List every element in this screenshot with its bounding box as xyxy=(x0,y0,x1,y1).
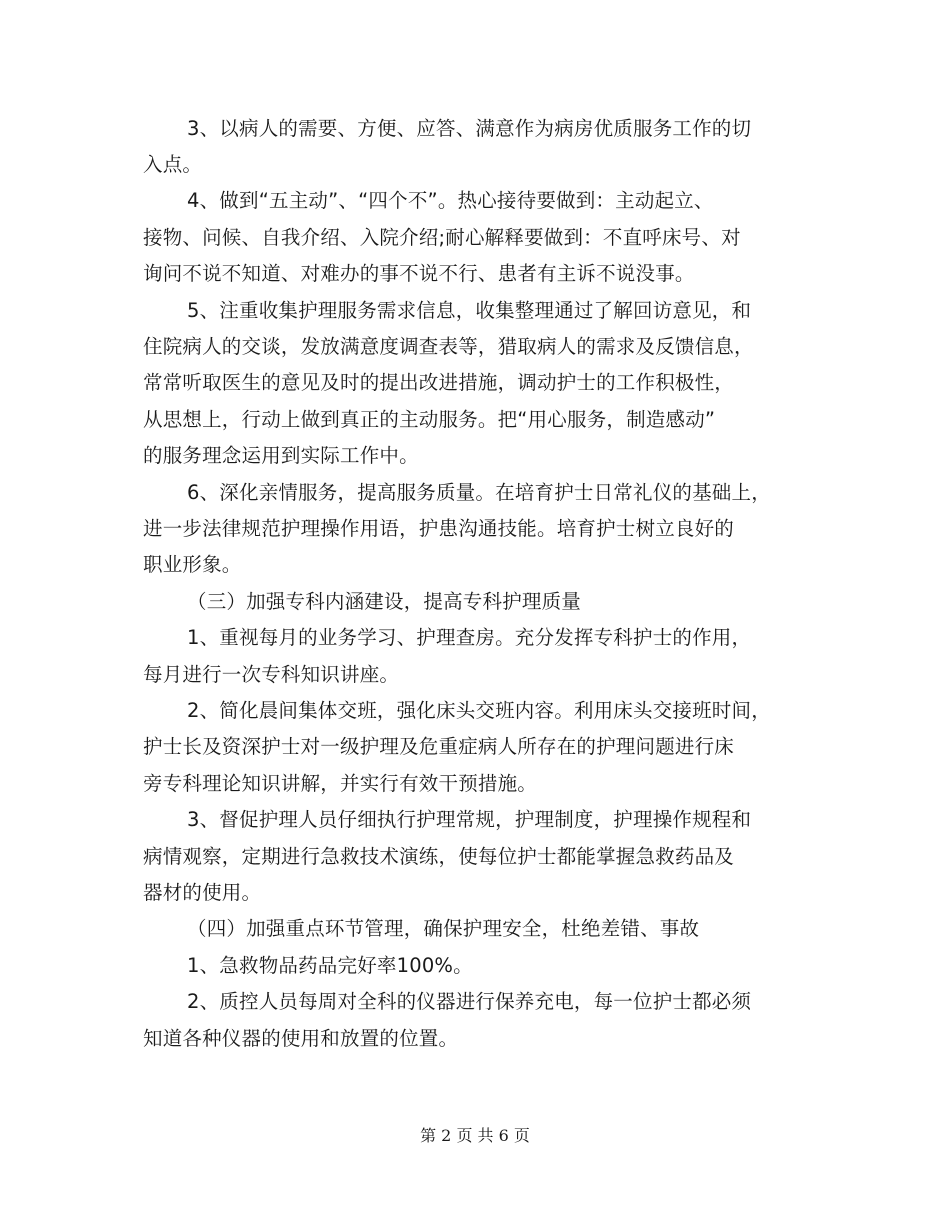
paragraph-3-line-2: 入点。 xyxy=(143,153,203,176)
safety-item-1: 1、急救物品药品完好率100%。 xyxy=(187,954,473,977)
section-heading-3: （三）加强专科内涵建设，提高专科护理质量 xyxy=(187,590,582,613)
paragraph-5-line-4: 从思想上，行动上做到真正的主动服务。把“用心服务，制造感动” xyxy=(143,408,716,431)
safety-item-2-line-1: 2、质控人员每周对全科的仪器进行保养充电，每一位护士都必须 xyxy=(187,990,752,1013)
item-3-line-3: 器材的使用。 xyxy=(143,881,262,904)
paragraph-5-line-3: 常常听取医生的意见及时的提出改进措施，调动护士的工作积极性， xyxy=(143,371,735,394)
item-3-line-2: 病情观察，定期进行急救技术演练，使每位护士都能掌握急救药品及 xyxy=(143,845,735,868)
item-2-line-1: 2、简化晨间集体交班，强化床头交班内容。利用床头交接班时间， xyxy=(187,699,771,722)
item-2-line-3: 旁专科理论知识讲解，并实行有效干预措施。 xyxy=(143,772,538,795)
paragraph-4-line-1: 4、做到“五主动”、“四个不”。热心接待要做到：主动起立、 xyxy=(187,189,714,212)
paragraph-6-line-2: 进一步法律规范护理操作用语，护患沟通技能。培育护士树立良好的 xyxy=(143,517,735,540)
section-heading-4: （四）加强重点环节管理，确保护理安全，杜绝差错、事故 xyxy=(187,917,700,940)
paragraph-6-line-1: 6、深化亲情服务，提高服务质量。在培育护士日常礼仪的基础上， xyxy=(187,481,771,504)
paragraph-5-line-5: 的服务理念运用到实际工作中。 xyxy=(143,444,419,467)
page-number-footer: 第 2 页 共 6 页 xyxy=(420,1126,530,1145)
item-2-line-2: 护士长及资深护士对一级护理及危重症病人所存在的护理问题进行床 xyxy=(143,735,735,758)
paragraph-6-line-3: 职业形象。 xyxy=(143,553,242,576)
item-1-line-2: 每月进行一次专科知识讲座。 xyxy=(143,663,400,686)
paragraph-5-line-1: 5、注重收集护理服务需求信息，收集整理通过了解回访意见，和 xyxy=(187,299,752,322)
item-3-line-1: 3、督促护理人员仔细执行护理常规，护理制度，护理操作规程和 xyxy=(187,808,752,831)
safety-item-2-line-2: 知道各种仪器的使用和放置的位置。 xyxy=(143,1027,459,1050)
paragraph-4-line-3: 询问不说不知道、对难办的事不说不行、患者有主诉不说没事。 xyxy=(143,262,695,285)
paragraph-4-line-2: 接物、问候、自我介绍、入院介绍;耐心解释要做到：不直呼床号、对 xyxy=(143,226,741,249)
item-1-line-1: 1、重视每月的业务学习、护理查房。充分发挥专科护士的作用， xyxy=(187,626,752,649)
paragraph-5-line-2: 住院病人的交谈，发放满意度调查表等，猎取病人的需求及反馈信息， xyxy=(143,335,754,358)
paragraph-3-line-1: 3、以病人的需要、方便、应答、满意作为病房优质服务工作的切 xyxy=(187,117,752,140)
